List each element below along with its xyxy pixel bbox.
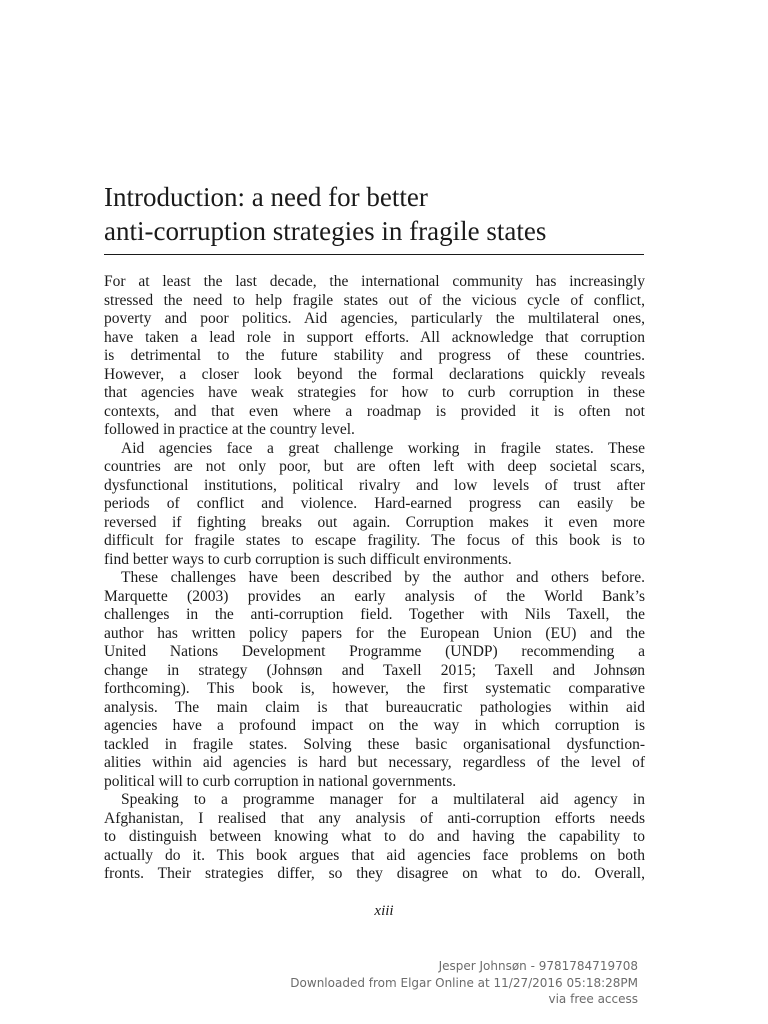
body-line: Marquette (2003) provides an early analysis of the World Bank’s [104,587,645,605]
body-line: reversed if fighting breaks out again. Corruption makes it even more [104,513,645,531]
body-line: that agencies have weak strategies for how to curb corruption in these [104,384,645,401]
body-line: actually do it. This book argues that aid agencies face problems on both [104,846,645,864]
body-text [104,273,645,884]
body-line: author has written policy papers for the European Union (EU) and the [104,624,645,642]
body-line: difficult for fragile states to escape fragility. The focus of this book is to [104,532,645,549]
body-line: followed in practice at the country level. [104,421,355,438]
body-line: is detrimental to the future stability and progress of these countries. [104,347,645,364]
body-line: These challenges have been described by the author and others before. [121,569,645,586]
body-line: poverty and poor politics. Aid agencies, particularly the multilateral ones, [104,310,645,327]
body-line: have taken a lead role in support efforts. All acknowledge that corruption [104,328,645,346]
body-line: find better ways to curb corruption is such difficult environments. [104,550,512,568]
watermark-download-info: Downloaded from Elgar Online at 11/27/2016 05:18:28PM [290,975,638,990]
body-line: analysis. The main claim is that bureaucratic pathologies within aid [104,698,645,716]
download-watermark [290,958,638,1008]
body-line: countries are not only poor, but are often left with deep societal scars, [104,458,645,475]
chapter-title [104,180,644,248]
body-line: agencies have a profound impact on the way in which corruption is [104,717,645,734]
body-line: alities within aid agencies is hard but necessary, regardless of the level of [104,754,645,771]
chapter-title-line-1: Introduction: a need for better [104,182,428,212]
body-line: Speaking to a programme manager for a multilateral aid agency in [121,791,645,808]
body-line: tackled in fragile states. Solving these basic organisational dysfunction- [104,735,645,753]
body-line: change in strategy (Johnsøn and Taxell 2015; Taxell and Johnsøn [104,661,645,679]
body-line: contexts, and that even where a roadmap is provided it is often not [104,402,645,420]
watermark-access: via free access [548,992,638,1006]
body-line: Afghanistan, I realised that any analysis of anti-corruption efforts needs [104,809,645,827]
body-line: However, a closer look beyond the formal declarations quickly reveals [104,365,645,383]
title-rule [104,254,644,255]
body-line: fronts. Their strategies differ, so they disagree on what to do. Overall, [104,865,645,882]
body-line: For at least the last decade, the international community has increasingly [104,273,645,290]
body-line: Aid agencies face a great challenge working in fragile states. These [121,439,645,457]
body-line: periods of conflict and violence. Hard-earned progress can easily be [104,495,645,512]
body-line: United Nations Development Programme (UNDP) recommending a [104,643,645,660]
watermark-author-isbn: Jesper Johnsøn - 9781784719708 [438,959,638,973]
body-line: dysfunctional institutions, political rivalry and low levels of trust after [104,476,645,494]
page-number: xiii [374,903,394,919]
body-line: to distinguish between knowing what to do and having the capability to [104,828,645,845]
body-line: political will to curb corruption in national governments. [104,772,457,790]
body-line: stressed the need to help fragile states out of the vicious cycle of conflict, [104,291,645,309]
chapter-title-line-2: anti-corruption strategies in fragile states [104,216,547,246]
body-line: forthcoming). This book is, however, the first systematic comparative [104,680,645,697]
body-line: challenges in the anti-corruption field. Together with Nils Taxell, the [104,606,645,623]
